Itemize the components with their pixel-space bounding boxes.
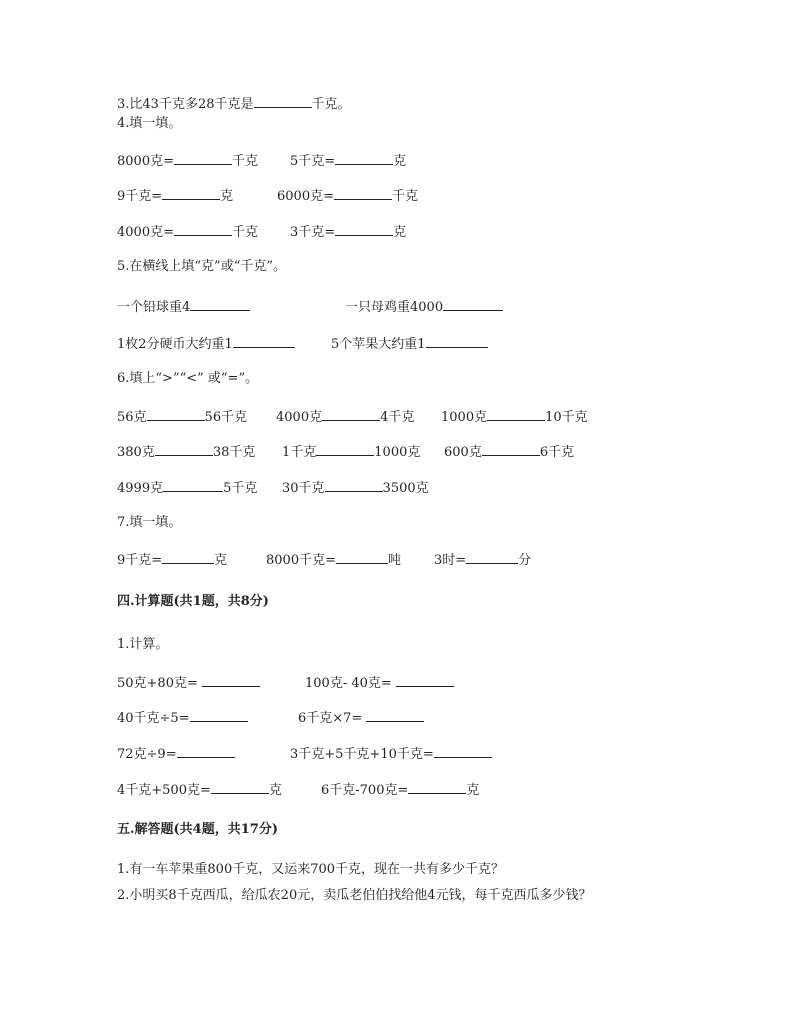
- answer-blank[interactable]: [177, 745, 235, 758]
- q7-item: [266, 551, 401, 569]
- q6-item-left: 30千克: [282, 481, 325, 496]
- calc-item: [298, 709, 424, 727]
- q4-item-unit: 克: [220, 189, 234, 204]
- q7-item: [434, 551, 531, 569]
- q4-item-expr: 6000克=: [277, 189, 334, 204]
- answer-blank[interactable]: [366, 709, 424, 722]
- q4-item: [117, 223, 258, 241]
- calc-item: [305, 674, 454, 692]
- q6-item-right: 1000克: [374, 445, 421, 460]
- section-5-question-2: 2.小明买8千克西瓜，给瓜农20元，卖瓜老伯伯找给他4元钱，每千克西瓜多少钱？: [117, 888, 592, 903]
- answer-blank[interactable]: [190, 709, 248, 722]
- q4-item-expr: 5千克=: [290, 154, 336, 169]
- q6-item: [276, 408, 414, 426]
- q5-item: [331, 335, 488, 353]
- question-3-text: 3.比43千克多28千克是: [117, 97, 254, 112]
- calc-expr: 100克- 40克=: [305, 676, 396, 691]
- answer-blank[interactable]: [211, 781, 269, 794]
- q4-item: [277, 187, 418, 205]
- answer-blank[interactable]: [396, 674, 454, 687]
- answer-blank[interactable]: [174, 223, 232, 236]
- calc-item: [117, 745, 235, 763]
- answer-blank[interactable]: [322, 408, 380, 421]
- q4-item-unit: 克: [393, 225, 407, 240]
- q4-item-expr: 9千克=: [117, 189, 163, 204]
- q6-item: [282, 443, 420, 461]
- q6-item-right: 6千克: [539, 445, 575, 460]
- question-5-title: 5.在横线上填“克”或“千克”。: [117, 259, 286, 274]
- q6-item-right: 4千克: [380, 410, 415, 425]
- q4-item-expr: 4000克=: [117, 225, 174, 240]
- q4-item-unit: 千克: [231, 154, 258, 169]
- q6-item-right: 3500克: [382, 481, 429, 496]
- q6-item: [117, 479, 257, 497]
- answer-blank[interactable]: [174, 152, 232, 165]
- q6-item-right: 56千克: [204, 410, 248, 425]
- section-5-title: 五.解答题(共4题，共17分): [117, 822, 278, 837]
- q4-item-unit: 千克: [231, 225, 258, 240]
- answer-blank[interactable]: [163, 479, 223, 492]
- answer-blank[interactable]: [443, 298, 503, 311]
- q5-item-text: 一个铅球重4: [117, 300, 191, 315]
- section-4-title: 四.计算题(共1题，共8分): [117, 594, 269, 609]
- q7-item-expr: 9千克=: [117, 553, 163, 568]
- answer-blank[interactable]: [482, 443, 540, 456]
- q4-item: [117, 152, 258, 170]
- answer-blank[interactable]: [233, 335, 295, 348]
- q6-item-left: 1000克: [441, 410, 488, 425]
- question-3-unit: 千克。: [311, 97, 351, 112]
- answer-blank[interactable]: [162, 187, 220, 200]
- answer-blank[interactable]: [147, 408, 205, 421]
- q6-item-left: 4999克: [117, 481, 164, 496]
- calc-item: [117, 674, 260, 692]
- q7-item: [117, 551, 227, 569]
- answer-blank[interactable]: [316, 443, 374, 456]
- calc-expr: 50克+80克=: [117, 676, 203, 691]
- q6-item-right: 38千克: [212, 445, 256, 460]
- question-6-title: 6.填上“>”“<” 或“=”。: [117, 371, 259, 386]
- q7-item-unit: 克: [214, 553, 228, 568]
- calc-expr: 6千克-700克=: [321, 783, 409, 798]
- q7-item-unit: 吨: [387, 553, 401, 568]
- q4-item-expr: 8000克=: [117, 154, 174, 169]
- answer-blank[interactable]: [336, 551, 388, 564]
- q5-item: [117, 298, 250, 316]
- answer-blank[interactable]: [202, 674, 260, 687]
- answer-blank[interactable]: [335, 152, 393, 165]
- answer-blank[interactable]: [162, 551, 214, 564]
- question-4-title: 4.填一填。: [117, 116, 182, 131]
- q6-item-right: 5千克: [223, 481, 258, 496]
- q5-item-text: 1枚2分硬币大约重1: [117, 337, 233, 352]
- calc-unit: 克: [268, 783, 282, 798]
- answer-blank[interactable]: [335, 223, 393, 236]
- q5-item-text: 5个苹果大约重1: [331, 337, 426, 352]
- calc-expr: 4千克+500克=: [117, 783, 211, 798]
- q6-item: [444, 443, 574, 461]
- section-5-question-1: 1.有一车苹果重800千克，又运来700千克，现在一共有多少千克？: [117, 862, 505, 877]
- question-3: [117, 95, 351, 113]
- q6-item: [117, 443, 255, 461]
- answer-blank[interactable]: [434, 745, 492, 758]
- answer-blank[interactable]: [190, 298, 250, 311]
- answer-blank[interactable]: [254, 95, 312, 108]
- calc-item: [117, 709, 248, 727]
- q7-item-expr: 8000千克=: [266, 553, 336, 568]
- q5-item: [345, 298, 503, 316]
- q6-item-left: 600克: [444, 445, 482, 460]
- q6-item-left: 1千克: [282, 445, 317, 460]
- answer-blank[interactable]: [325, 479, 383, 492]
- q5-item: [117, 335, 295, 353]
- section-4-question-1-title: 1.计算。: [117, 637, 169, 652]
- q4-item-unit: 克: [393, 154, 407, 169]
- calc-expr: 72克÷9=: [117, 747, 177, 762]
- q6-item-left: 56克: [117, 410, 147, 425]
- calc-item: [117, 781, 282, 799]
- q6-item: [282, 479, 429, 497]
- q6-item: [117, 408, 247, 426]
- calc-expr: 40千克÷5=: [117, 711, 190, 726]
- q6-item-left: 4000克: [276, 410, 323, 425]
- q4-item: [290, 223, 406, 241]
- calc-item: [321, 781, 479, 799]
- answer-blank[interactable]: [155, 443, 213, 456]
- q6-item-right: 10千克: [545, 410, 588, 425]
- q6-item: [441, 408, 588, 426]
- calc-expr: 6千克×7=: [298, 711, 367, 726]
- answer-blank[interactable]: [408, 781, 466, 794]
- q4-item: [117, 187, 233, 205]
- q7-item-expr: 3时=: [434, 553, 467, 568]
- answer-blank[interactable]: [426, 335, 488, 348]
- q4-item-expr: 3千克=: [290, 225, 336, 240]
- calc-expr: 3千克+5千克+10千克=: [290, 747, 434, 762]
- q7-item-unit: 分: [518, 553, 532, 568]
- answer-blank[interactable]: [334, 187, 392, 200]
- calc-item: [290, 745, 492, 763]
- calc-unit: 克: [466, 783, 480, 798]
- answer-blank[interactable]: [466, 551, 518, 564]
- answer-blank[interactable]: [487, 408, 545, 421]
- q4-item: [290, 152, 406, 170]
- question-7-title: 7.填一填。: [117, 515, 182, 530]
- q4-item-unit: 千克: [391, 189, 418, 204]
- q5-item-text: 一只母鸡重4000: [345, 300, 444, 315]
- q6-item-left: 380克: [117, 445, 155, 460]
